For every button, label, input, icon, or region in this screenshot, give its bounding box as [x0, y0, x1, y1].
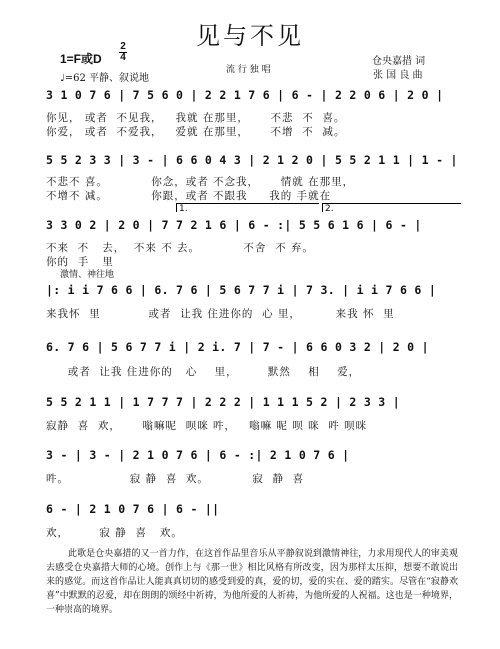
notation-line: 6. 7 6 | 5 6 7 7 i | 2 i. 7 | 7 - | 6 6 0 3 2 | 2 0 | [46, 340, 429, 354]
time-signature [119, 42, 127, 63]
lyric-line: 你爱， 或者 不爱我， 爱就 在那里， 不增 不 减。 [46, 126, 346, 138]
page-title: 见与不见 [196, 22, 304, 50]
lyric-line: 欢， 寂 静 喜 欢。 [46, 527, 183, 539]
style-marking: 流 行 独 唱 [226, 65, 271, 75]
lyric-line: 你见， 或者 不见我， 我就 在那里， 不悲 不 喜。 [46, 112, 346, 124]
program-notes-paragraph: 此歌是仓央嘉措的又一首力作，在这首作品里音乐从平静叙说到激情神往，力求用现代人的审美观去感受仓央嘉措大师的心境。创作上与《那一世》相比风格有所改变，因为那样太压抑，想要不敢说出来的感觉。而这首作品让人能真真切切的感受到爱的真，爱的切，爱的实在、爱的踏实。尽管在“寂静欢喜”中默默的忍爱，却在朗朗的颂经中祈祷，为他所爱的人祈祷，为他所爱的人祝福。这也是一种境界，一种崇高的境界。 [46, 549, 458, 615]
key-signature: 1=F或D [60, 52, 102, 66]
notation-line: 3 3 0 2 | 2 0 | 7 7 2 1 6 | 6 - :| 5 5 6 1 6 | 6 - | [46, 218, 422, 232]
volta-first-ending: 1. [176, 203, 319, 212]
program-notes [46, 547, 458, 617]
lyric-line: 吽。 寂 静 喜 欢。 寂 静 喜 [46, 473, 305, 485]
expression-marking: 激情、神往地 [60, 270, 115, 280]
lyric-line: 不悲不 喜。 你念，或者 不念我， 情就 在那里， [46, 176, 355, 188]
lyric-line: 来我怀 里 或者 让我 住进你的 心 里， 来我 怀 里 [46, 308, 395, 320]
notation-line: |: i i 7 6 6 | 6. 7 6 | 5 6 7 7 i | 7 3. | i i 7 6 6 | [46, 283, 437, 297]
notation-line: 3 - | 3 - | 2 1 0 7 6 | 6 - :| 2 1 0 7 6 | [46, 448, 350, 462]
tempo-marking: ♩=62 平静、叙说地 [60, 73, 149, 84]
composer-credit: 张 国 良 曲 [373, 70, 423, 81]
notation-line: 3 1 0 7 6 | 7 5 6 0 | 2 2 1 7 6 | 6 - | 2 2 0 6 | 2 0 | [46, 88, 444, 102]
lyric-line: 你的 手 里 [46, 256, 114, 268]
notation-line: 5 5 2 3 3 | 3 - | 6 6 0 4 3 | 2 1 2 0 | 5 5 2 1 1 | 1 - | [46, 153, 458, 167]
lyric-line: 或者 让我 住进你的 心 里， 默然 相 爱， [46, 366, 361, 378]
volta-second-ending: 2. [322, 203, 461, 212]
notation-line: 5 5 2 1 1 | 1 7 7 7 | 2 2 2 | 1 1 1 5 2 | 2 3 3 | [46, 395, 400, 409]
lyricist-credit: 仓央嘉措 词 [372, 56, 426, 67]
time-denominator: 4 [120, 52, 126, 63]
time-numerator: 2 [120, 41, 126, 52]
lyric-line: 不来 不 去， 不来 不 去。 不舍 不 弃。 [46, 242, 314, 254]
notation-line: 6 - | 2 1 0 7 6 | 6 - || [46, 502, 220, 516]
lyric-line: 寂静 喜 欢， 嗡嘛呢 呗咪 吽， 嗡嘛 呢 呗 咪 吽 呗咪 [46, 420, 368, 432]
lyric-line: 不增不 减。 你跟，或者 不跟我 我的 手就在 [46, 190, 332, 202]
